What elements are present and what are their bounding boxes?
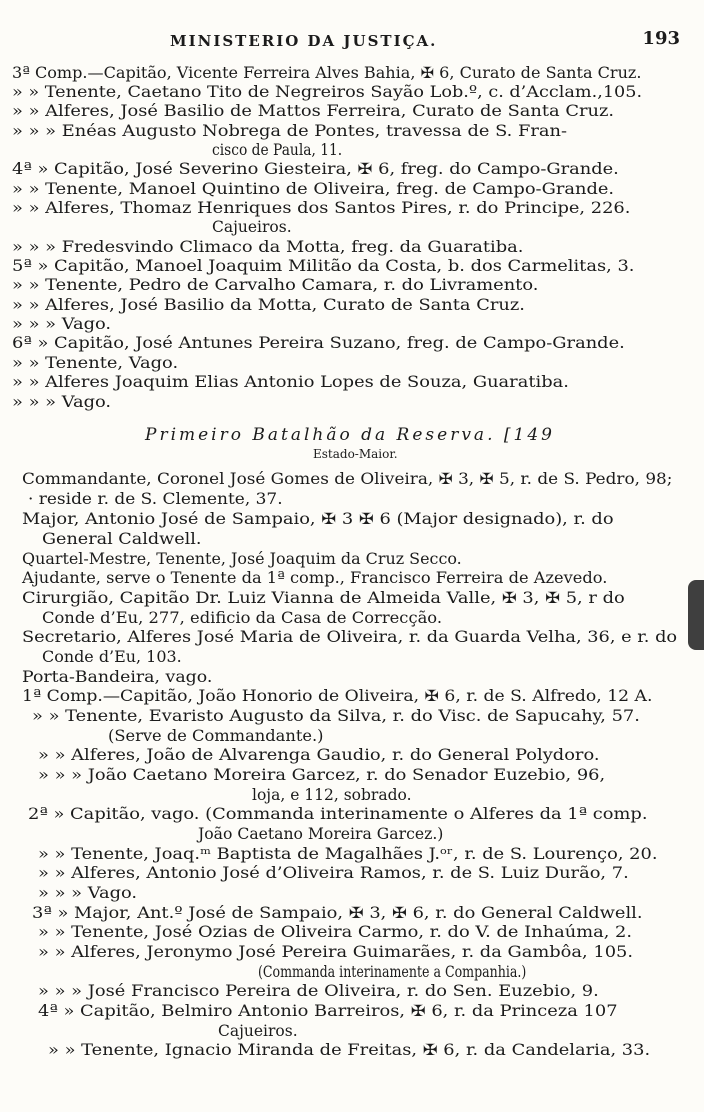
text-line: Conde d’Eu, 277, edificio da Casa de Correcção. bbox=[42, 609, 443, 627]
text-line: loja, e 112, sobrado. bbox=[252, 786, 412, 804]
text-line: Ajudante, serve o Tenente da 1ª comp., Francisco Ferreira de Azevedo. bbox=[22, 569, 608, 587]
text-line: » » Tenente, José Ozias de Oliveira Carmo, r. do V. de Inhaúma, 2. bbox=[38, 923, 633, 941]
text-line: » » Alferes, Thomaz Henriques dos Santos Pires, r. do Principe, 226. bbox=[12, 199, 631, 217]
text-line: » » » Vago. bbox=[12, 393, 112, 411]
text-line: 4ª » Capitão, Belmiro Antonio Barreiros, ✠ 6, r. da Princeza 107 bbox=[38, 1002, 618, 1020]
text-line: 1ª Comp.—Capitão, João Honorio de Oliveira, ✠ 6, r. de S. Alfredo, 12 A. bbox=[22, 687, 653, 705]
text-line: João Caetano Moreira Garcez.) bbox=[198, 825, 444, 843]
text-line: » » Alferes, João de Alvarenga Gaudio, r. do General Polydoro. bbox=[38, 746, 600, 764]
text-line: cisco de Paula, 11. bbox=[212, 141, 343, 159]
text-line: » » Tenente, Joaq.ᵐ Baptista de Magalhães J.ᵒʳ, r. de S. Lourenço, 20. bbox=[38, 845, 658, 863]
text-line: » » » Fredesvindo Climaco da Motta, freg. da Guaratiba. bbox=[12, 238, 524, 256]
text-line: » » Alferes, José Basilio da Motta, Curato de Santa Cruz. bbox=[12, 296, 525, 314]
text-line: Cajueiros. bbox=[218, 1022, 298, 1040]
text-line: (Serve de Commandante.) bbox=[108, 727, 324, 745]
text-line: » » » José Francisco Pereira de Oliveira, r. do Sen. Euzebio, 9. bbox=[38, 982, 599, 1000]
page-header bbox=[170, 28, 680, 52]
text-line: » » Tenente, Ignacio Miranda de Freitas, ✠ 6, r. da Candelaria, 33. bbox=[48, 1041, 651, 1059]
section-title: Primeiro Batalhão da Reserva. [149 bbox=[145, 425, 555, 445]
text-line: (Commanda interinamente a Companhia.) bbox=[258, 963, 527, 981]
text-line: » » » João Caetano Moreira Garcez, r. do Senador Euzebio, 96, bbox=[38, 766, 606, 784]
text-line: Commandante, Coronel José Gomes de Oliveira, ✠ 3, ✠ 5, r. de S. Pedro, 98; bbox=[22, 470, 673, 488]
text-line: 4ª » Capitão, José Severino Giesteira, ✠ 6, freg. do Campo-Grande. bbox=[12, 160, 619, 178]
text-line: Cajueiros. bbox=[212, 218, 292, 236]
text-line: » » » Vago. bbox=[38, 884, 138, 902]
text-line: Porta-Bandeira, vago. bbox=[22, 668, 213, 686]
section-subtitle: Estado-Maior. bbox=[313, 447, 398, 461]
text-line: » » Alferes Joaquim Elias Antonio Lopes de Souza, Guaratiba. bbox=[12, 373, 569, 391]
text-line: » » Tenente, Manoel Quintino de Oliveira, freg. de Campo-Grande. bbox=[12, 180, 615, 198]
text-line: 2ª » Capitão, vago. (Commanda interinamente o Alferes da 1ª comp. bbox=[28, 805, 648, 823]
text-line: » » Tenente, Evaristo Augusto da Silva, r. do Visc. de Sapucahy, 57. bbox=[32, 707, 640, 725]
text-line: » » Alferes, Antonio José d’Oliveira Ramos, r. de S. Luiz Durão, 7. bbox=[38, 864, 629, 882]
text-line: » » » Vago. bbox=[12, 315, 112, 333]
text-line: » » Alferes, Jeronymo José Pereira Guimarães, r. da Gambôa, 105. bbox=[38, 943, 634, 961]
text-line: Quartel-Mestre, Tenente, José Joaquim da Cruz Secco. bbox=[22, 550, 462, 568]
text-line: Cirurgião, Capitão Dr. Luiz Vianna de Almeida Valle, ✠ 3, ✠ 5, r do bbox=[22, 589, 625, 607]
text-line: · reside r. de S. Clemente, 37. bbox=[28, 490, 283, 508]
text-line: » » Tenente, Caetano Tito de Negreiros Sayão Lob.º, c. d’Acclam.,105. bbox=[12, 83, 643, 101]
ink-stain bbox=[688, 580, 704, 650]
text-line: 3ª Comp.—Capitão, Vicente Ferreira Alves Bahia, ✠ 6, Curato de Santa Cruz. bbox=[12, 64, 642, 82]
text-line: 6ª » Capitão, José Antunes Pereira Suzano, freg. de Campo-Grande. bbox=[12, 334, 625, 352]
text-line: » » Tenente, Vago. bbox=[12, 354, 179, 372]
text-line: 3ª » Major, Ant.º José de Sampaio, ✠ 3, ✠ 6, r. do General Caldwell. bbox=[32, 904, 643, 922]
text-line: General Caldwell. bbox=[42, 530, 202, 548]
text-line: 5ª » Capitão, Manoel Joaquim Militão da Costa, b. dos Carmelitas, 3. bbox=[12, 257, 635, 275]
text-line: » » Tenente, Pedro de Carvalho Camara, r. do Livramento. bbox=[12, 276, 539, 294]
text-line: Major, Antonio José de Sampaio, ✠ 3 ✠ 6 (Major designado), r. do bbox=[22, 510, 614, 528]
text-line: » » » Enéas Augusto Nobrega de Pontes, travessa de S. Fran- bbox=[12, 122, 568, 140]
text-line: Secretario, Alferes José Maria de Oliveira, r. da Guarda Velha, 36, e r. do bbox=[22, 628, 678, 646]
text-line: » » Alferes, José Basilio de Mattos Ferreira, Curato de Santa Cruz. bbox=[12, 102, 615, 120]
page-number: 193 bbox=[642, 28, 680, 49]
header-title: MINISTERIO DA JUSTIÇA. bbox=[170, 32, 438, 50]
text-line: Conde d’Eu, 103. bbox=[42, 648, 182, 666]
